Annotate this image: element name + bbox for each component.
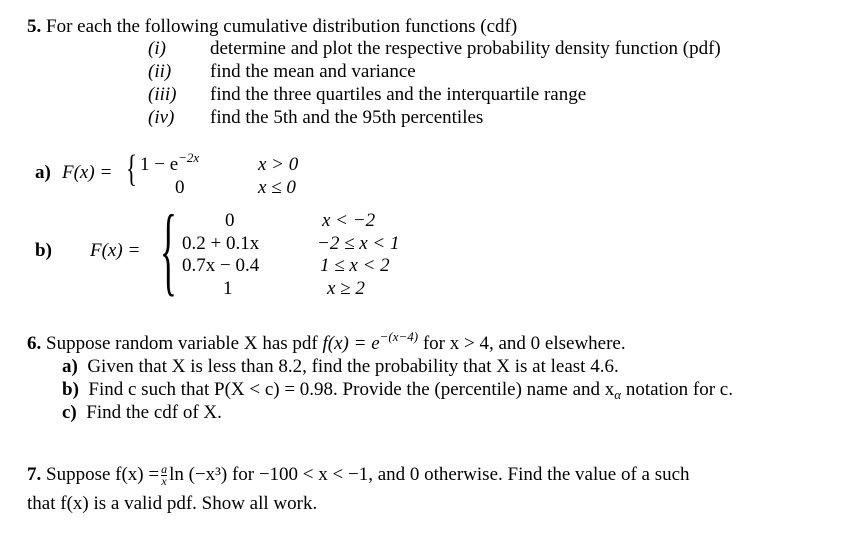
q5b-case-expr: 0.2 + 0.1x	[182, 233, 260, 254]
task-text: determine and plot the respective probability density function (pdf)	[210, 38, 721, 59]
q5a-case-expr: $1 - e^{-2x}$	[140, 150, 200, 175]
task-text: find the 5th and the 95th percentiles	[210, 107, 484, 128]
task-roman: (i)	[148, 38, 166, 59]
q5b-case-expr: 0	[225, 210, 235, 231]
q5b-label: b)	[35, 240, 52, 261]
q5b-case-expr: 0.7x − 0.4	[182, 255, 260, 276]
q7-line2: that f(x) is a valid pdf. Show all work.	[27, 493, 318, 514]
q7-line1: 7. Suppose f(x) = $\frac{a}{x}$ ln (−x³) for −100 < x < −1, and 0 otherwise. Find the value of a such	[27, 462, 690, 488]
q5-heading	[27, 17, 517, 36]
q6c: c) Find the cdf of X.	[62, 402, 222, 423]
left-brace: {	[126, 148, 137, 190]
q5b-case-cond: 1 ≤ x < 2	[320, 255, 390, 276]
fraction: $\frac{a}{x}$	[161, 462, 168, 488]
q5b-case-cond: x ≥ 2	[327, 278, 365, 299]
q6b: b) Find c such that P(X < c) = 0.98. Provide the (percentile) name and $x_\alpha$ notation for c.	[62, 379, 733, 402]
left-brace: {	[160, 194, 177, 305]
q6a: a) Given that X is less than 8.2, find the probability that X is at least 4.6.	[62, 356, 619, 377]
q5a-lhs: F(x) =	[62, 162, 113, 183]
q5a-case-expr: 0	[175, 177, 185, 198]
q5a-case-cond: x > 0	[258, 154, 299, 175]
q5a-label: a)	[35, 162, 51, 183]
q5-intro: For each the following cumulative distribution functions (cdf)	[46, 16, 518, 37]
task-roman: (iii)	[148, 84, 177, 105]
q5b-case-expr: 1	[223, 278, 233, 299]
q5b-case-cond: x < −2	[322, 210, 376, 231]
task-text: find the three quartiles and the interquartile range	[210, 84, 587, 105]
q5b-case-cond: −2 ≤ x < 1	[317, 233, 400, 254]
task-roman: (iv)	[148, 107, 175, 128]
q6-heading: 6. Suppose random variable X has pdf $f(x) = e^{-(x-4)}$ for x > 4, and 0 elsewhere.	[27, 329, 626, 354]
q5-number: 5.	[27, 16, 42, 37]
q5a-case-cond: x ≤ 0	[258, 177, 296, 198]
q5b-lhs: F(x) =	[90, 240, 141, 261]
task-roman: (ii)	[148, 61, 172, 82]
task-text: find the mean and variance	[210, 61, 416, 82]
